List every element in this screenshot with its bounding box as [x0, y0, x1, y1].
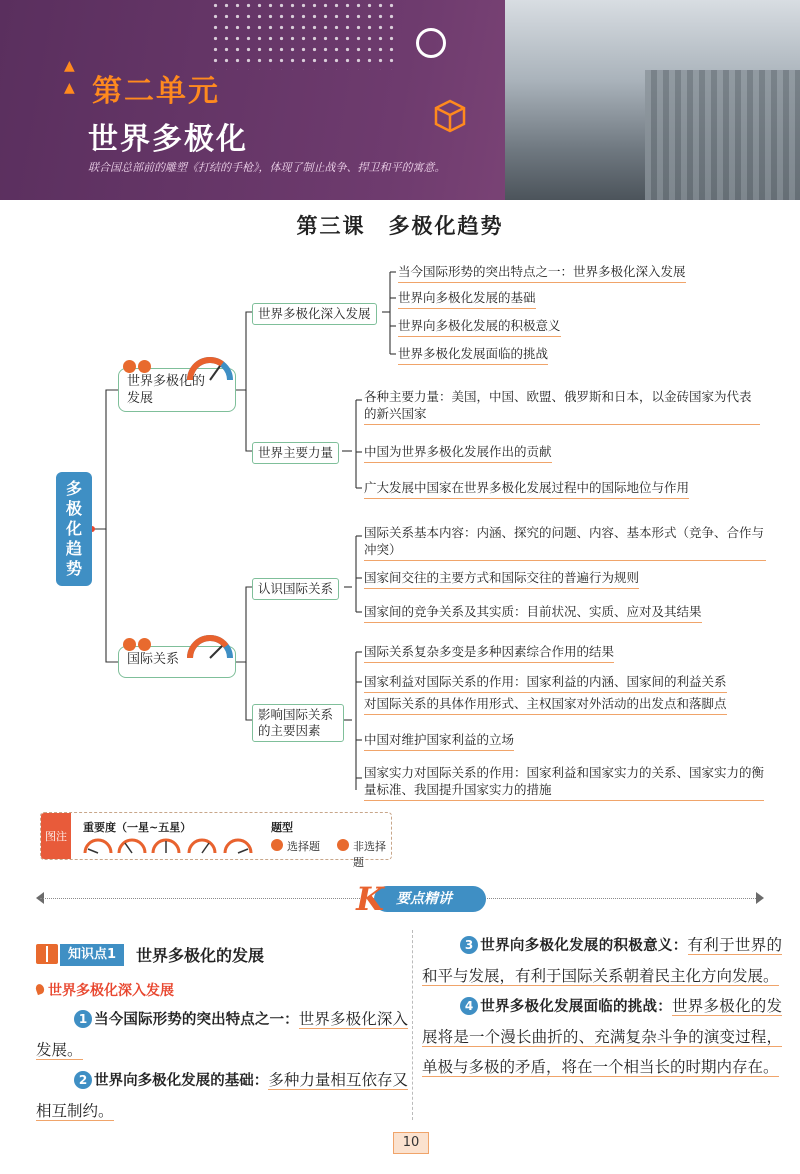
point-heading: 世界向多极化发展的积极意义： — [480, 938, 688, 954]
section-badge-label: 要点精讲 — [374, 886, 486, 912]
point-text: 有利于世界的和平与发展，有利于国际关系朝着民主化方向发展。 — [422, 936, 782, 985]
non-choice-dot-icon — [138, 360, 151, 373]
node-understanding-ir: 认识国际关系 — [252, 578, 339, 600]
point-heading: 世界向多极化发展的基础： — [94, 1073, 269, 1089]
gauge-three-star-icon — [151, 837, 181, 855]
non-choice-label: 非选择题 — [353, 840, 386, 869]
leaf-item: 国家实力对国际关系的作用：国家利益和国家实力的关系、国家实力的衡量标准、我国提升国家实力的措施 — [364, 764, 764, 801]
choice-dot-icon — [271, 839, 283, 851]
legend-box — [40, 812, 392, 869]
mind-map-root — [56, 472, 92, 586]
gauge-two-star-icon — [117, 837, 147, 855]
lesson-title: 第三课 多极化趋势 — [296, 213, 504, 238]
column-separator — [412, 930, 413, 1120]
leaf-item: 广大发展中国家在世界多极化发展过程中的国际地位与作用 — [364, 479, 689, 499]
page-number: 10 — [393, 1132, 429, 1154]
root-label: 多极化趋势 — [65, 479, 82, 578]
point-number: 2 — [74, 1071, 92, 1089]
cube-icon — [432, 98, 468, 134]
point-heading: 当今国际形势的突出特点之一： — [94, 1012, 299, 1028]
importance-gauge-icon — [186, 632, 234, 660]
leaf-item: 世界向多极化发展的基础 — [398, 289, 536, 309]
book-icon — [36, 944, 58, 964]
point-text: 世界多极化的发展将是一个漫长曲折的、充满复杂斗争的演变过程，单极与多极的矛盾，将在一个相当长的时期内存在。 — [422, 997, 782, 1076]
knowledge-point-tag: 知识点1 — [60, 944, 124, 966]
branch-label: 世界多极化的发展 — [127, 374, 206, 406]
divider-arrow-right-icon — [756, 892, 764, 904]
leaf-item: 中国为世界多极化发展作出的贡献 — [364, 443, 552, 463]
right-column — [422, 930, 782, 1082]
triangle-up-icon: ▲ — [64, 58, 75, 74]
point-heading: 世界多极化发展面临的挑战： — [480, 999, 672, 1015]
leaf-item: 国家间交往的主要方式和国际交往的普遍行为规则 — [364, 569, 639, 589]
leaf-item: 世界多极化发展面临的挑战 — [398, 345, 548, 365]
knowledge-point-title: 世界多极化的发展 — [136, 946, 265, 965]
leaf-item: 各种主要力量：美国，中国、欧盟、俄罗斯和日本，以金砖国家为代表的新兴国家 — [364, 388, 760, 425]
left-column — [36, 940, 408, 1126]
leaf-item: 国家利益对国际关系的作用：国家利益的内涵、国家间的利益关系 — [364, 673, 727, 693]
unit-banner — [0, 0, 800, 200]
importance-gauge-icon — [186, 354, 234, 382]
point-number: 3 — [460, 936, 478, 954]
non-choice-dot-icon — [337, 839, 349, 851]
choice-dot-icon — [123, 360, 136, 373]
sculpture-photo — [505, 0, 800, 200]
mind-map — [0, 250, 800, 810]
gauge-five-star-icon — [223, 837, 253, 855]
leaf-item: 国际关系复杂多变是多种因素综合作用的结果 — [364, 643, 614, 663]
dot-pattern — [210, 0, 400, 70]
node-ir-factors: 影响国际关系的主要因素 — [252, 704, 344, 742]
choice-dot-icon — [123, 638, 136, 651]
question-type-badges — [123, 638, 151, 651]
point-number: 1 — [74, 1010, 92, 1028]
unit-title: 第二单元 — [92, 74, 220, 109]
question-type-badges — [123, 360, 151, 373]
triangle-down-icon: ▲ — [64, 80, 75, 96]
importance-label: 重要度（一星~五星） — [83, 821, 192, 834]
subheading: 世界多极化深入发展 — [36, 980, 408, 1000]
leaf-item: 国家间的竞争关系及其实质：目前状况、实质、应对及其结果 — [364, 603, 702, 623]
k-logo-icon: K — [356, 880, 384, 918]
ring-decoration — [416, 28, 446, 58]
non-choice-dot-icon — [138, 638, 151, 651]
point-paragraph — [36, 1004, 408, 1065]
gauge-one-star-icon — [83, 837, 113, 855]
point-text: 世界多极化深入发展。 — [36, 1010, 408, 1059]
leaf-item: 对国际关系的具体作用形式、主权国家对外活动的出发点和落脚点 — [364, 695, 727, 715]
legend-tag: 图注 — [41, 813, 71, 859]
point-text: 多种力量相互依存又相互制约。 — [36, 1071, 408, 1120]
node-major-forces: 世界主要力量 — [252, 442, 339, 464]
leaf-item: 中国对维护国家利益的立场 — [364, 731, 514, 751]
banner-caption: 联合国总部前的雕塑《打结的手枪》，体现了制止战争、捍卫和平的寓意。 — [88, 161, 446, 174]
knowledge-point-header — [36, 940, 408, 970]
point-number: 4 — [460, 997, 478, 1015]
unit-subtitle: 世界多极化 — [88, 122, 248, 157]
leaf-item: 世界向多极化发展的积极意义 — [398, 317, 561, 337]
choice-label: 选择题 — [287, 840, 320, 853]
point-paragraph — [422, 991, 782, 1082]
leaf-item: 当今国际形势的突出特点之一：世界多极化深入发展 — [398, 263, 686, 283]
section-badge — [352, 880, 488, 918]
gauge-four-star-icon — [187, 837, 217, 855]
point-paragraph — [422, 930, 782, 991]
branch-label: 国际关系 — [127, 652, 180, 667]
node-multipolarity-deepening: 世界多极化深入发展 — [252, 303, 377, 325]
leaf-item: 国际关系基本内容：内涵、探究的问题、内容、基本形式（竞争、合作与冲突） — [364, 524, 766, 561]
point-paragraph — [36, 1065, 408, 1126]
type-label: 题型 — [271, 821, 293, 834]
